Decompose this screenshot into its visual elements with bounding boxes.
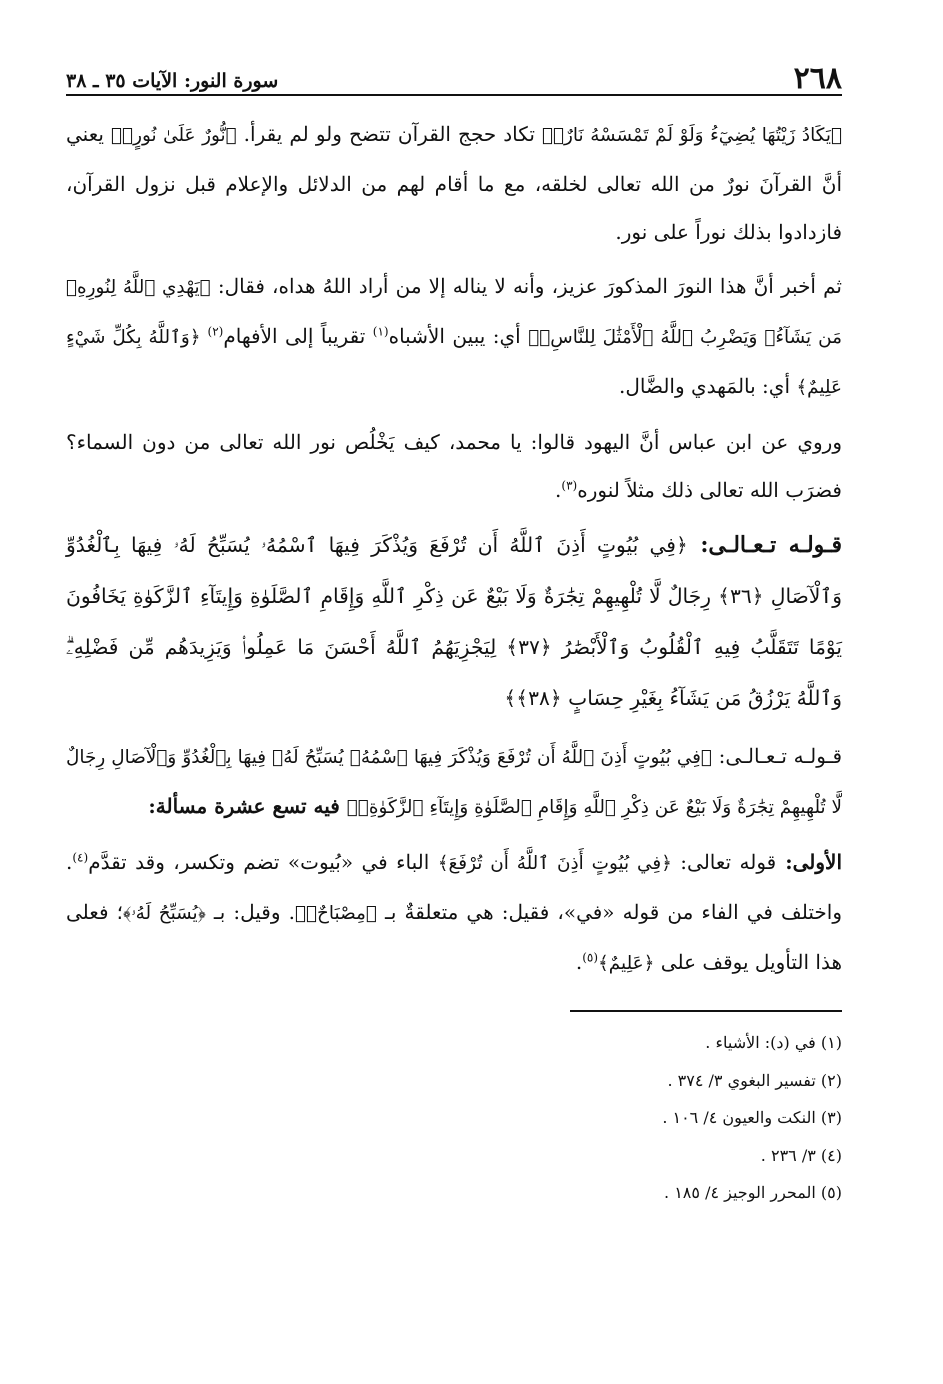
paragraph-1: [66, 110, 842, 256]
text-span: قـولـه تـعـالـى:: [711, 744, 843, 768]
issue-heading: الأولى:: [776, 850, 843, 874]
verse-block: [66, 520, 842, 724]
footnote-ref-3[interactable]: (٣): [561, 478, 578, 493]
running-title: سورة النور: الآيات ٣٥ ـ ٣٨: [66, 70, 279, 92]
footnote-3: (٣) النكت والعيون ٤/ ١٠٦ .: [662, 1108, 842, 1127]
footnote-4: (٤) ٣/ ٢٣٦ .: [760, 1145, 842, 1165]
footnote-2: (٢) تفسير البغوي ٣/ ٣٧٤ .: [667, 1070, 842, 1090]
footnotes: [66, 1024, 842, 1212]
text-span: قوله تعالى:: [671, 850, 777, 874]
footnote-ref-4[interactable]: (٤): [72, 850, 89, 865]
quran-quote: ﴿يُسَبِّحُ لَهُۥ﴾: [122, 903, 206, 924]
quran-quote: ﴿يَهْدِي ٱللَّهُ لِنُورِهِۦ مَن يَشَآءُۚ وَيَضْرِبُ ٱللَّهُ ٱلْأَمْثَٰلَ لِلنَّاسِۗ﴾: [66, 277, 843, 348]
text-span: يعني أنَّ القرآنَ نورٌ من الله تعالى لخلقه، مع ما أقام لهم من الدلائل والإعلام قبل نزول القرآن، فازدادوا بذلك نوراً على نور.: [66, 122, 842, 244]
text-span: أي: يبين الأشباه: [388, 324, 529, 348]
paragraph-5: [66, 838, 842, 988]
text-span: أي: بالمَهدي والضَّال.: [619, 374, 797, 398]
quran-quote: ﴿وَٱللَّهُ بِكُلِّ شَيْءٍ عَلِيمٌ﴾: [66, 327, 842, 398]
quran-verses: ﴿فِي بُيُوتٍ أَذِنَ ٱللَّهُ أَن تُرْفَعَ وَيُذْكَرَ فِيهَا ٱسْمُهُۥ يُسَبِّحُ لَهُۥ فِيهَا بِٱلْغُدُوِّ وَٱلْآصَالِ ﴿٣٦﴾ رِجَالٌ لَّا تُلْهِيهِمْ تِجَٰرَةٌ وَلَا بَيْعٌ عَن ذِكْرِ ٱللَّهِ وَإِقَامِ ٱلصَّلَوٰةِ وَإِيتَآءِ ٱلزَّكَوٰةِ يَخَافُونَ يَوْمًا تَتَقَلَّبُ فِيهِ ٱلْقُلُوبُ وَٱلْأَبْصَٰرُ ﴿٣٧﴾ لِيَجْزِيَهُمُ ٱللَّهُ أَحْسَنَ مَا عَمِلُوا۟ وَيَزِيدَهُم مِّن فَضْلِهِۦۗ وَٱللَّهُ يَرْزُقُ مَن يَشَآءُ بِغَيْرِ حِسَابٍ ﴿٣٨﴾﴾: [66, 533, 842, 710]
paragraph-4: [66, 732, 842, 832]
footnote-divider: [570, 1010, 842, 1012]
page-number: ٢٦٨: [793, 61, 842, 96]
verse-lead: قـولـه تـعـالـى:: [687, 532, 842, 558]
text-span: .: [555, 478, 562, 502]
quran-quote: ﴿نُّورٌ عَلَىٰ نُورٍۚ﴾: [111, 125, 237, 146]
main-text: [66, 110, 842, 988]
footnote-1: (١) في (د): الأشياء .: [705, 1033, 842, 1052]
text-span: تقريباً إلى الأفهام: [223, 324, 373, 348]
footnote-ref-2[interactable]: (٢): [207, 324, 224, 339]
quran-quote: ﴿فِي بُيُوتٍ أَذِنَ ٱللَّهُ أَن تُرْفَعَ﴾: [437, 853, 672, 874]
footnote-5: (٥) المحرر الوجيز ٤/ ١٨٥ .: [664, 1183, 842, 1202]
paragraph-3: [66, 418, 842, 514]
quran-quote: ﴿عَلِيمٌ﴾: [598, 953, 655, 974]
footnote-ref-5[interactable]: (٥): [582, 950, 599, 965]
quran-quote: ﴿يَكَادُ زَيْتُهَا يُضِيٓءُ وَلَوْ لَمْ تَمْسَسْهُ نَارٌۚ﴾: [541, 125, 842, 146]
text-span: ثم أخبر أنَّ هذا النورَ المذكورَ عزيز، وأنه لا يناله إلا من أراد اللهُ هداه، فقال:: [210, 274, 842, 298]
quran-quote: ﴿مِصْبَاحٌۖ﴾: [294, 903, 377, 924]
page-header: [66, 52, 842, 96]
issue-count-text: فيه تسع عشرة مسألة:: [148, 794, 347, 818]
text-span: ؛ فعلى هذا التأويل يوقف على: [66, 900, 842, 974]
text-span: تكاد حجج القرآن تتضح ولو لم يقرأ.: [236, 122, 542, 146]
text-span: الباء في «بُيوت» تضم وتكسر، وقد تقدَّم: [88, 850, 438, 874]
paragraph-2: [66, 262, 842, 412]
page: [66, 52, 842, 1212]
text-span: .: [575, 950, 583, 974]
text-span: . وقيل: بـ: [205, 900, 295, 924]
footnote-ref-1[interactable]: (١): [372, 324, 389, 339]
text-span: . واختلف في الفاء من قوله «في»، فقيل: هي متعلقةٌ بـ: [66, 850, 842, 924]
quran-quote: ﴿فِي بُيُوتٍ أَذِنَ ٱللَّهُ أَن تُرْفَعَ وَيُذْكَرَ فِيهَا ٱسْمُهُۥ يُسَبِّحُ لَهُۥ فِيهَا بِٱلْغُدُوِّ وَٱلْآصَالِ رِجَالٌ لَّا تُلْهِيهِمْ تِجَٰرَةٌ وَلَا بَيْعٌ عَن ذِكْرِ ٱللَّهِ وَإِقَامِ ٱلصَّلَوٰةِ وَإِيتَآءِ ٱلزَّكَوٰةِۙ﴾: [66, 747, 842, 818]
text-span: وروي عن ابن عباس أنَّ اليهود قالوا: يا محمد، كيف يَخْلُص نور الله تعالى من دون السماء؟ فضرَب الله تعالى ذلك مثلاً لنوره: [66, 430, 842, 502]
